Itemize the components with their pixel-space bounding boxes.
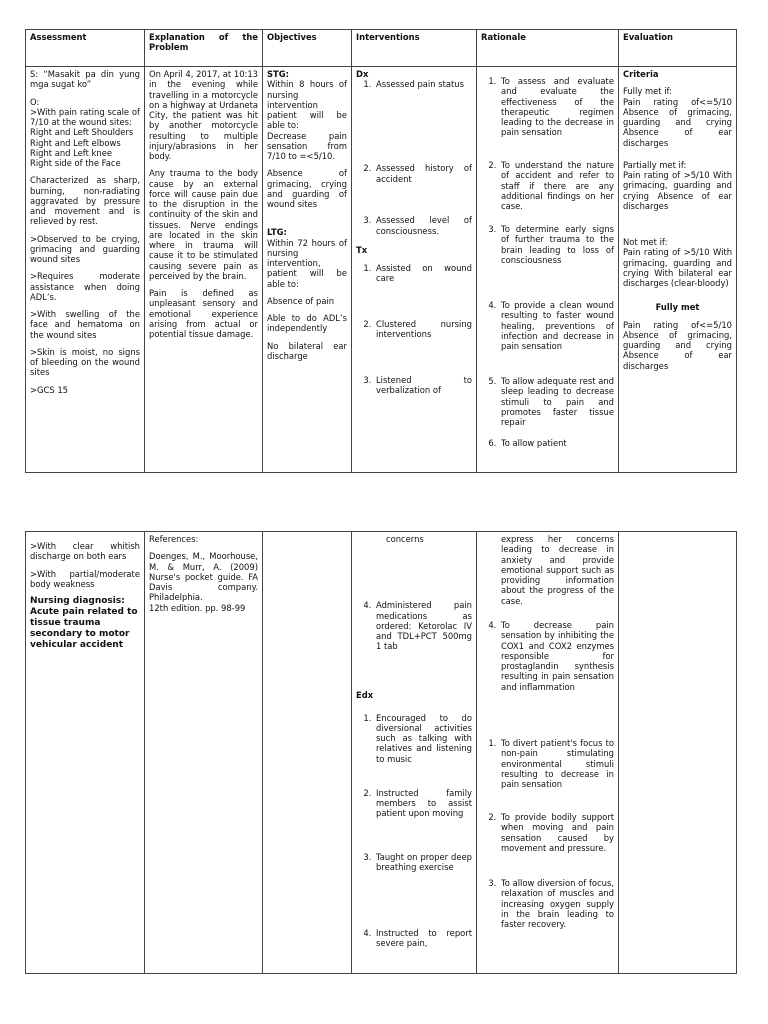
rationale-item: 1. To assess and evaluate and evaluate the effectiveness of the therapeutic regimen leading to the decrease in pain sensation (499, 76, 614, 160)
explanation-cell-cont (145, 532, 263, 974)
content-row (26, 532, 737, 974)
pain-characterization: Characterized as sharp, burning, non-radiating aggravated by pressure and movement and is relieved by rest. (30, 175, 140, 227)
tx-label: Tx (356, 245, 368, 256)
fully-met-if-text: Pain rating of<=5/10 Absence of grimacing, guarding and crying Absence of ear discharges (623, 96, 732, 148)
ltg-text: Within 72 hours of nursing intervention, patient will be able to: (267, 237, 347, 289)
rationale-item: 3. To allow diversion of focus, relaxation of muscles and increasing oxygen supply in the brain leading to faster recovery. (499, 878, 614, 929)
interventions-cell (352, 67, 477, 473)
intervention-item: 2. Assessed history of accident (374, 163, 472, 215)
stg-label: STG: (267, 69, 289, 79)
intervention-item: 1. Assessed pain status (374, 79, 472, 163)
objectives-cell (263, 67, 352, 473)
rationale-item: 2. To understand the nature of accident and refer to staff if there are any additional findings on her case. (499, 160, 614, 224)
intervention-item: 3. Assessed level of consciousness. (374, 215, 472, 245)
evaluation-cell-cont (619, 532, 737, 974)
assessment-cell-cont (26, 532, 145, 974)
care-plan-table-page2 (25, 531, 737, 974)
stg-goal: Absence of grimacing, crying and guarding of wound sites (267, 168, 347, 209)
objective-cue: >With pain rating scale of 7/10 at the wound sites: (30, 106, 140, 127)
care-plan-table-page1 (25, 29, 737, 473)
rationale-item: 3. To determine early signs of further trauma to the brain leading to loss of consciousness (499, 224, 614, 300)
reference-edition: 12th edition. pp. 98-99 (149, 602, 246, 613)
rationale-item: 2. To provide bodily support when moving and pain sensation caused by movement and pressure. (499, 812, 614, 878)
objectives-cell-cont (263, 532, 352, 974)
objective-cue: >Observed to be crying, grimacing and guarding wound sites (30, 233, 140, 264)
references-label: References: (149, 534, 199, 544)
header-assessment: Assessment (26, 30, 145, 67)
rationale-item: 6. To allow patient (499, 438, 614, 448)
edx-label: Edx (356, 690, 374, 701)
wound-site: Right and Left Shoulders (30, 127, 134, 138)
explanation-paragraph: Any trauma to the body cause by an external force will cause pain due to the disruption in the continuity of the skin and tissues. Nerve endings are located in the skin where in trauma will cause it to be stimulated causing severe pain as perceived by the brain. (149, 168, 258, 281)
partially-met-if-label: Partially met if: (623, 159, 687, 170)
objective-cue: >GCS 15 (30, 384, 68, 395)
ltg-label: LTG: (267, 227, 287, 238)
reference-entry: Doenges, M., Moorhouse, M. & Murr, A. (2009) Nurse's pocket guide. FA Davis company. Philadelphia. (149, 551, 258, 603)
rationale-continuation: express her concerns leading to decrease in anxiety and provide emotional support such as providing information about the progress of the case. (501, 534, 614, 606)
intervention-item: 4. Instructed to report severe pain, (374, 928, 472, 949)
rationale-cell (477, 67, 619, 473)
fully-met-if-label: Fully met if: (623, 86, 672, 97)
header-interventions: Interventions (352, 30, 477, 67)
explanation-paragraph: On April 4, 2017, at 10:13 in the evening while travelling in a motorcycle on a highway at Urdaneta City, the patient was hit by another motorcycle resulting to multiple injury/abrasions in her body. (149, 69, 258, 161)
not-met-if-label: Not met if: (623, 237, 668, 247)
header-evaluation: Evaluation (619, 30, 737, 67)
objective-cue: >Skin is moist, no signs of bleeding on the wound sites (30, 346, 140, 378)
not-met-if-text: Pain rating of >5/10 With grimacing, guarding and crying With bilateral ear discharges (clear-bloody) (623, 247, 732, 288)
partially-met-if-text: Pain rating of >5/10 With grimacing, guarding and crying Absence of ear discharges (623, 170, 732, 211)
rationale-item: 1. To divert patient's focus to non-pain stimulating environmental stimuli resulting to decrease in pain sensation (499, 738, 614, 812)
stg-goal: Decrease pain sensation from 7/10 to =<5/10. (267, 130, 347, 161)
intervention-item: 1. Encouraged to do diversional activities such as talking with relatives and listening to music (374, 713, 472, 788)
rationale-item: 5. To allow adequate rest and sleep leading to decrease stimuli to pain and promotes faster tissue repair (499, 376, 614, 438)
intervention-item: 3. Taught on proper deep breathing exercise (374, 852, 472, 928)
evaluation-result-text: Pain rating of<=5/10 Absence of grimacing, guarding and crying Absence of ear discharges (623, 319, 732, 371)
intervention-item: 4. Administered pain medications as ordered: Ketorolac IV and TDL+PCT 500mg 1 tab (374, 600, 472, 690)
evaluation-result: Fully met (655, 302, 700, 313)
wound-site: Right side of the Face (30, 158, 121, 168)
assessment-cell (26, 67, 145, 473)
rationale-cell-cont (477, 532, 619, 974)
objective-cue: >Requires moderate assistance when doing ADL’s. (30, 271, 140, 302)
ltg-goal: Absence of pain (267, 295, 335, 306)
objective-cue: >With swelling of the face and hematoma on the wound sites (30, 309, 140, 340)
intervention-item: 2. Clustered nursing interventions (374, 319, 472, 375)
interventions-cell-cont (352, 532, 477, 974)
objective-label: O: (30, 96, 40, 107)
explanation-cell (145, 67, 263, 473)
intervention-item: 2. Instructed family members to assist patient upon moving (374, 788, 472, 852)
dx-label: Dx (356, 69, 369, 79)
explanation-paragraph: Pain is defined as unpleasant sensory and emotional experience arising from actual or potential tissue damage. (149, 288, 258, 339)
rationale-item: 4. To provide a clean wound resulting to faster wound healing, preventions of infection and decrease in pain sensation (499, 300, 614, 376)
header-explanation: Explanation of the Problem (145, 30, 263, 67)
stg-text: Within 8 hours of nursing intervention patient will be able to: (267, 79, 347, 131)
intervention-continuation: concerns (386, 534, 424, 544)
criteria-label: Criteria (623, 69, 659, 79)
wound-site: Right and Left elbows (30, 137, 121, 148)
header-rationale: Rationale (477, 30, 619, 67)
ltg-goal: No bilateral ear discharge (267, 340, 347, 361)
evaluation-cell (619, 67, 737, 473)
subjective-cue: S: “Masakit pa din yung mga sugat ko” (30, 69, 140, 90)
wound-site: Right and Left knee (30, 147, 113, 158)
header-row (26, 30, 737, 67)
intervention-item: 3. Listened to verbalization of (374, 375, 472, 396)
objective-cue: >With clear whitish discharge on both ears (30, 541, 140, 562)
intervention-item: 1. Assisted on wound care (374, 263, 472, 319)
content-row (26, 67, 737, 473)
nursing-diagnosis: Nursing diagnosis: Acute pain related to tissue trauma secondary to motor vehicular accident (30, 596, 138, 650)
header-objectives: Objectives (263, 30, 352, 67)
objective-cue: >With partial/moderate body weakness (30, 568, 140, 589)
ltg-goal: Able to do ADL’s independently (267, 313, 347, 334)
rationale-item: 4. To decrease pain sensation by inhibiting the COX1 and COX2 enzymes responsible for prostaglandin synthesis resulting in pain sensation and inflammation (499, 620, 614, 738)
